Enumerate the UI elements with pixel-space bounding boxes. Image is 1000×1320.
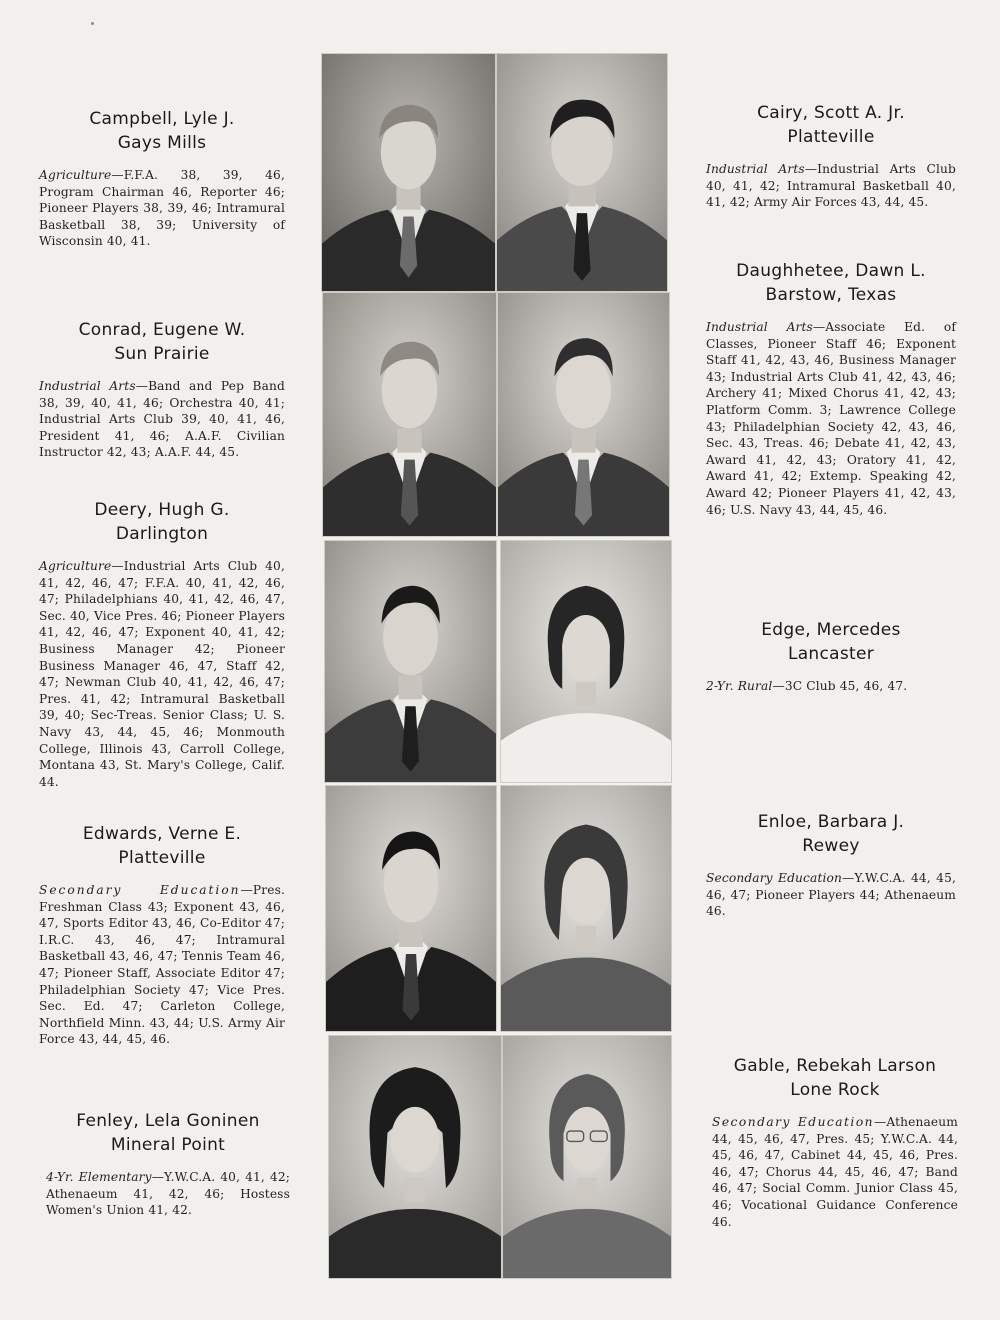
- student-field: Secondary Education: [39, 883, 241, 897]
- activities-text: 3C Club 45, 46, 47.: [784, 679, 908, 693]
- portrait-photo-fenley: [328, 1035, 502, 1279]
- student-hometown: Lancaster: [787, 644, 875, 664]
- student-activities: Agriculture—Industrial Arts Club 40, 41, 42, 46, 47; F.F.A. 40, 41, 42, 46, 47; Philadelphians 40, 41, 42, 46, 47, Sec. 40, Vice Pres. 46; Pioneer Players 41, 42, 46, 47; Exponent 40, 41, 42; Business Manager 42; Pioneer Business Manager 46, 47, Staff 42, 47; Newman Club 40, 41, 42, 46, 47; Pres. 41, 42; Intramural Basketball 39, 40; Sec-Treas. Senior Class; U. S. Navy 43, 44, 45, 46; Monmouth College, Illinois 43, Carroll College, Montana 43, St. Mary's College, Calif. 44.: [39, 559, 285, 789]
- student-field: Agriculture: [39, 559, 112, 573]
- student-activities: Industrial Arts—Industrial Arts Club 40, 41, 42; Intramural Basketball 40, 41, 42; Army Air Forces 43, 44, 45.: [706, 162, 956, 210]
- student-activities: Agriculture—F.F.A. 38, 39, 46, Program Chairman 46, Reporter 46; Pioneer Players 38, 39, 46; Intramural Basketball 38, 39; University of Wisconsin 40, 41.: [39, 168, 285, 249]
- activities-text: Y.W.C.A. 40, 41, 42; Athenaeum 41, 42, 46; Hostess Women's Union 41, 42.: [46, 1170, 290, 1218]
- student-activities: Secondary Education—Pres. Freshman Class 43; Exponent 43, 46, 47, Sports Editor 43, 46, Co-Editor 47; I.R.C. 43, 46, 47; Intramural Basketball 43, 46, 47; Tennis Team 46, 47; Pioneer Staff, Associate Editor 47; Philadelphian Society 47; Vice Pres. Sec. Ed. 47; Carleton College, Northfield Minn. 43, 44; U.S. Army Air Force 43, 44, 45, 46.: [39, 883, 285, 1047]
- activities-text: Industrial Arts Club 40, 41, 42; Intramural Basketball 40, 41, 42; Army Air Forces 43, 44, 45.: [706, 162, 956, 210]
- activities-text: Athenaeum 44, 45, 46, 47, Pres. 45; Y.W.C.A. 44, 45, 46, 47, Cabinet 44, 45, 46, Pres. 46, 47; Chorus 44, 45, 46, 47; Band 46, 47; Social Comm. Junior Class 45, 46; Vocational Guidance Conference 46.: [712, 1115, 958, 1229]
- student-name: Fenley, Lela Goninen: [76, 1111, 260, 1131]
- student-activities: Secondary Education—Y.W.C.A. 44, 45, 46, 47; Pioneer Players 44; Athenaeum 46.: [706, 871, 956, 919]
- activities-text: Associate Ed. of Classes, Pioneer Staff 46; Exponent Staff 41, 42, 43, 46, Business Manager 43; Industrial Arts Club 41, 42, 43, 46; Archery 41; Mixed Chorus 41, 42, 43; Platform Comm. 3; Lawrence College 43; Philadelphian Society 42, 43, 46, Sec. 43, Treas. 46; Debate 41, 42, 43, Award 41, 42, 43; Oratory 41, 42, Award 41, 42; Extemp. Speaking 42, Award 42; Pioneer Players 41, 42, 43, 46; U.S. Navy 43, 44, 45, 46.: [706, 320, 956, 517]
- portrait-photo-enloe: [500, 785, 672, 1032]
- student-activities: Industrial Arts—Associate Ed. of Classes, Pioneer Staff 46; Exponent Staff 41, 42, 43, 46, Business Manager 43; Industrial Arts Club 41, 42, 43, 46; Archery 41; Mixed Chorus 41, 42, 43; Platform Comm. 3; Lawrence College 43; Philadelphian Society 42, 43, 46, Sec. 43, Treas. 46; Debate 41, 42, 43, Award 41, 42, 43; Oratory 41, 42, Award 41, 42; Extemp. Speaking 42, Award 42; Pioneer Players 41, 42, 43, 46; U.S. Navy 43, 44, 45, 46.: [706, 320, 956, 517]
- student-activities: 2-Yr. Rural—3C Club 45, 46, 47.: [706, 679, 908, 693]
- student-name: Campbell, Lyle J.: [89, 109, 235, 129]
- entry-conrad: [39, 318, 285, 461]
- portrait-photo-gable: [502, 1035, 672, 1279]
- activities-text: Band and Pep Band 38, 39, 40, 41, 46; Orchestra 40, 41; Industrial Arts Club 39, 40, 41, 46, President 41, 46; A.A.F. Civilian Instructor 42, 43; A.A.F. 44, 45.: [39, 379, 285, 460]
- student-hometown: Mineral Point: [110, 1135, 226, 1155]
- portrait-photo-cairy: [496, 53, 668, 292]
- student-name: Enloe, Barbara J.: [757, 812, 905, 832]
- entry-gable: [712, 1054, 958, 1230]
- student-field: Secondary Education: [712, 1115, 875, 1129]
- student-name: Edge, Mercedes: [761, 620, 901, 640]
- portrait-photo-campbell: [321, 53, 496, 292]
- portrait-photo-daughhetee: [497, 292, 670, 537]
- student-hometown: Platteville: [787, 127, 875, 147]
- portrait-photo-conrad: [322, 292, 497, 537]
- student-field: 2-Yr. Rural: [706, 679, 773, 693]
- student-hometown: Platteville: [118, 848, 206, 868]
- student-field: 4-Yr. Elementary: [46, 1170, 152, 1184]
- student-field: Secondary Education: [706, 871, 843, 885]
- student-hometown: Lone Rock: [790, 1080, 880, 1100]
- student-name: Cairy, Scott A. Jr.: [757, 103, 905, 123]
- student-name: Deery, Hugh G.: [94, 500, 230, 520]
- portrait-photo-deery: [324, 540, 497, 783]
- entry-edwards: [39, 822, 285, 1048]
- student-field: Industrial Arts: [706, 320, 813, 334]
- student-hometown: Sun Prairie: [114, 344, 210, 364]
- student-name: Daughhetee, Dawn L.: [736, 261, 926, 281]
- student-name: Edwards, Verne E.: [82, 824, 242, 844]
- entry-deery: [39, 498, 285, 790]
- student-activities: 4-Yr. Elementary—Y.W.C.A. 40, 41, 42; Athenaeum 41, 42, 46; Hostess Women's Union 41, 42.: [46, 1170, 290, 1218]
- student-field: Agriculture: [39, 168, 112, 182]
- entry-campbell: [39, 107, 285, 250]
- student-hometown: Darlington: [115, 524, 209, 544]
- student-field: Industrial Arts: [706, 162, 805, 176]
- student-hometown: Barstow, Texas: [765, 285, 897, 305]
- student-activities: Industrial Arts—Band and Pep Band 38, 39, 40, 41, 46; Orchestra 40, 41; Industrial Arts Club 39, 40, 41, 46, President 41, 46; A.A.F. Civilian Instructor 42, 43; A.A.F. 44, 45.: [39, 379, 285, 460]
- student-activities: Secondary Education—Athenaeum 44, 45, 46, 47, Pres. 45; Y.W.C.A. 44, 45, 46, 47, Cabinet 44, 45, 46, Pres. 46, 47; Chorus 44, 45, 46, 47; Band 46, 47; Social Comm. Junior Class 45, 46; Vocational Guidance Conference 46.: [712, 1115, 958, 1229]
- activities-text: Industrial Arts Club 40, 41, 42, 46, 47; F.F.A. 40, 41, 42, 46, 47; Philadelphians 40, 41, 42, 46, 47, Sec. 40, Vice Pres. 46; Pioneer Players 41, 42, 46, 47; Exponent 40, 41, 42; Business Manager 42; Pioneer Business Manager 46, 47, Staff 42, 47; Newman Club 40, 41, 42, 46, 47; Pres. 41, 42; Intramural Basketball 39, 40; Sec-Treas. Senior Class; U. S. Navy 43, 44, 45, 46; Monmouth College, Illinois 43, Carroll College, Montana 43, St. Mary's College, Calif. 44.: [39, 559, 285, 789]
- activities-text: Pres. Freshman Class 43; Exponent 43, 46, 47, Sports Editor 43, 46, Co-Editor 47; I.R.C. 43, 46, 47; Intramural Basketball 43, 46, 47; Tennis Team 46, 47; Pioneer Staff, Associate Editor 47; Philadelphian Society 47; Vice Pres. Sec. Ed. 47; Carleton College, Northfield Minn. 43, 44; U.S. Army Air Force 43, 44, 45, 46.: [39, 883, 285, 1047]
- activities-text: F.F.A. 38, 39, 46, Program Chairman 46, Reporter 46; Pioneer Players 38, 39, 46; Intramural Basketball 38, 39; University of Wisconsin 40, 41.: [39, 168, 285, 249]
- entry-enloe: [706, 810, 956, 920]
- entry-daughhetee: [706, 259, 956, 518]
- student-hometown: Gays Mills: [117, 133, 207, 153]
- student-name: Gable, Rebekah Larson: [733, 1056, 937, 1076]
- entry-edge: [706, 618, 956, 695]
- portrait-photo-edwards: [325, 785, 497, 1032]
- portrait-photo-edge: [500, 540, 672, 783]
- page-mark: [91, 22, 94, 25]
- student-field: Industrial Arts: [39, 379, 136, 393]
- entry-fenley: [46, 1109, 290, 1219]
- entry-cairy: [706, 101, 956, 211]
- student-name: Conrad, Eugene W.: [78, 320, 246, 340]
- student-hometown: Rewey: [802, 836, 860, 856]
- activities-text: Y.W.C.A. 44, 45, 46, 47; Pioneer Players 44; Athenaeum 46.: [706, 871, 956, 919]
